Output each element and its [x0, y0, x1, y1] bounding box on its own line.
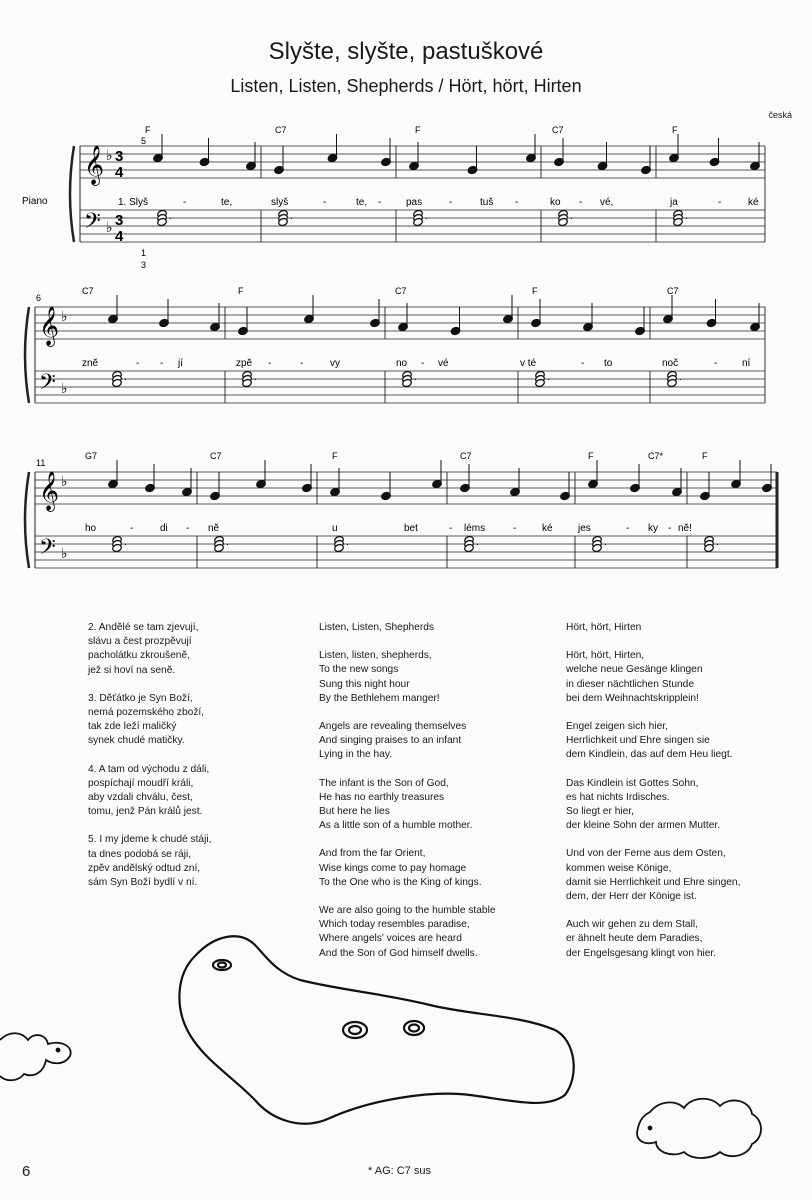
lyric-syllable: - [268, 358, 272, 369]
lyric-syllable: jes [578, 523, 591, 534]
chord-symbol: F [238, 286, 244, 296]
lyrics-stanza: And from the far Orient, Wise kings come to pay homage To the One who is the King of kings. [319, 848, 482, 888]
lyrics-stanza: Auch wir gehen zu dem Stall, er ähnelt heute dem Paradies, der Engelsgesang klingt von hier. [566, 919, 717, 959]
lyric-syllable: pas [406, 197, 423, 208]
dotted-rhythm: . [124, 372, 127, 383]
fingering: 5 [141, 136, 147, 146]
chord-symbol: F [332, 451, 338, 461]
lyrics-stanza: Listen, listen, shepherds, To the new songs Sung this night hour By the Bethlehem manger! [319, 650, 440, 704]
lyric-syllable: - [186, 523, 190, 534]
lyric-syllable: jí [178, 358, 183, 369]
flat-key-signature: ♭ [61, 474, 68, 490]
instrument-label: Piano [22, 196, 48, 207]
lyric-syllable: ké [542, 523, 553, 534]
lyric-syllable: - [449, 523, 453, 534]
lyric-syllable: noč [662, 358, 679, 369]
chord-symbol: F [702, 451, 708, 461]
bass-clef: 𝄢 [84, 209, 101, 239]
lyric-syllable: tuš [480, 197, 494, 208]
time-signature: 4 [115, 164, 124, 181]
bass-clef: 𝄢 [39, 370, 56, 400]
chord-symbol: C7* [648, 451, 664, 461]
lyric-syllable: - [160, 358, 164, 369]
lyric-syllable: te, [221, 197, 233, 208]
flat-key-signature: ♭ [106, 220, 113, 236]
lyric-syllable: - [581, 358, 585, 369]
chord-symbol: C7 [82, 286, 94, 296]
dotted-rhythm: . [290, 211, 293, 222]
chord-symbol: C7 [395, 286, 407, 296]
lyric-syllable: znĕ [82, 358, 99, 369]
chord-symbol: F [588, 451, 594, 461]
dotted-rhythm: . [254, 372, 257, 383]
chord-symbol: F [672, 125, 678, 135]
lyric-syllable: ky [648, 523, 658, 534]
lyric-syllable: vy [330, 358, 340, 369]
lyric-syllable: - [130, 523, 134, 534]
dotted-rhythm: . [346, 537, 349, 548]
lyric-syllable: - [449, 197, 453, 208]
lyrics-stanza: Das Kindlein ist Gottes Sohn, es hat nichts Irdisches. So liegt er hier, der kleine Sohn der armen Mutter. [566, 777, 721, 832]
song-subtitle: Listen, Listen, Shepherds / Hört, hört, Hirten [230, 76, 582, 96]
dotted-rhythm: . [169, 211, 172, 222]
lyric-syllable: ja [670, 197, 678, 208]
lyric-syllable: - [323, 197, 327, 208]
dotted-rhythm: . [547, 372, 550, 383]
time-signature: 3 [115, 212, 124, 229]
lyrics-stanza: Engel zeigen sich hier, Herrlichkeit und Ehre singen sie dem Kindlein, das auf dem Heu liegt. [566, 721, 733, 761]
lyrics-stanza: 5. I my jdeme k chudé stáji, ta dnes podobá se ráji, zpĕv andĕlský odtud zní, sám Syn Boží bydlí v ní. [88, 834, 212, 889]
lyric-syllable: ní [742, 358, 751, 369]
sheep-right-drawing [637, 1099, 761, 1158]
flat-key-signature: ♭ [61, 546, 68, 562]
chord-symbol: C7 [275, 125, 287, 135]
fingering: 3 [141, 260, 147, 270]
lyric-syllable: vé [438, 358, 449, 369]
lyrics-stanza: 3. Dĕťátko je Syn Boží, nemá pozemského zboží, tak zde leží maličký synek chudé matičky. [88, 692, 205, 747]
lyric-syllable: - [300, 358, 304, 369]
lyric-syllable: v té [520, 358, 537, 369]
lyric-syllable: - [626, 523, 630, 534]
lyric-syllable: te, [356, 197, 368, 208]
lyric-syllable: zpĕ [236, 358, 253, 369]
lyric-syllable: - [579, 197, 583, 208]
lyric-syllable: no [396, 358, 408, 369]
lyric-syllable: - [136, 358, 140, 369]
lyrics-stanza: Angels are revealing themselves And singing praises to an infant Lying in the hay. [319, 721, 467, 761]
lyric-syllable: bet [404, 523, 418, 534]
dotted-rhythm: . [716, 537, 719, 548]
treble-clef: 𝄞 [39, 306, 60, 346]
origin-label: česká [768, 110, 792, 120]
chord-symbol: F [145, 125, 151, 135]
lyric-syllable: ko [550, 197, 561, 208]
lyric-syllable: - [183, 197, 187, 208]
lyrics-stanza: Hört, hört, Hirten, welche neue Gesänge klingen in dieser nächtlichen Stunde bei dem Weihnachtskripplein! [566, 650, 703, 704]
dotted-rhythm: . [425, 211, 428, 222]
dotted-rhythm: . [414, 372, 417, 383]
dotted-rhythm: . [226, 537, 229, 548]
measure-number: 11 [36, 458, 46, 468]
chord-symbol: G7 [85, 451, 98, 461]
lyric-syllable: ho [85, 523, 97, 534]
time-signature: 4 [115, 228, 124, 245]
lyric-syllable: 1. Slyš [118, 197, 149, 208]
page-number: 6 [22, 1163, 31, 1180]
bass-clef: 𝄢 [39, 535, 56, 565]
dotted-rhythm: . [124, 537, 127, 548]
treble-clef: 𝄞 [39, 471, 60, 511]
lyric-syllable: nĕ! [678, 523, 692, 534]
chord-symbol: C7 [667, 286, 679, 296]
lyric-syllable: - [718, 197, 722, 208]
chord-symbol: C7 [552, 125, 564, 135]
lyric-syllable: ké [748, 197, 759, 208]
footnote: * AG: C7 sus [368, 1165, 431, 1177]
lyric-syllable: - [378, 197, 382, 208]
flat-key-signature: ♭ [61, 309, 68, 325]
time-signature: 3 [115, 148, 124, 165]
fingering: 1 [141, 248, 147, 258]
lyric-syllable: - [421, 358, 425, 369]
lyric-syllable: léms [464, 523, 486, 534]
chord-symbol: C7 [210, 451, 222, 461]
treble-clef: 𝄞 [84, 145, 105, 185]
lyric-syllable: u [332, 523, 338, 534]
flat-key-signature: ♭ [106, 148, 113, 164]
measure-number: 6 [36, 293, 42, 303]
lyric-syllable: to [604, 358, 613, 369]
lyrics-stanza: The infant is the Son of God, He has no earthly treasures But here he lies As a little son of a humble mother. [319, 777, 473, 832]
lyrics-heading: Hört, hört, Hirten [566, 622, 642, 633]
lyric-syllable: di [160, 523, 168, 534]
dotted-rhythm: . [679, 372, 682, 383]
sheep-left-drawing [0, 1033, 71, 1080]
lyrics-stanza: 2. Andĕlé se tam zjevují, slávu a čest prozpĕvují pacholátku zkroušenĕ, jež si hoví na senĕ. [88, 622, 199, 676]
worm-drawing [179, 936, 573, 1123]
chord-symbol: C7 [460, 451, 472, 461]
song-title: Slyšte, slyšte, pastuškové [268, 38, 544, 65]
dotted-rhythm: . [570, 211, 573, 222]
dotted-rhythm: . [476, 537, 479, 548]
lyric-syllable: - [668, 523, 672, 534]
flat-key-signature: ♭ [61, 381, 68, 397]
lyrics-stanza: Und von der Ferne aus dem Osten, kommen weise Könige, damit sie Herrlichkeit und Ehre singen, dem, der Herr der Könige ist. [566, 848, 741, 903]
lyrics-heading: Listen, Listen, Shepherds [319, 622, 434, 633]
lyric-syllable: vé, [600, 197, 614, 208]
dotted-rhythm: . [685, 211, 688, 222]
lyric-syllable: slyš [271, 197, 289, 208]
chord-symbol: F [532, 286, 538, 296]
lyric-syllable: - [714, 358, 718, 369]
dotted-rhythm: . [604, 537, 607, 548]
lyric-syllable: nĕ [208, 523, 220, 534]
lyric-syllable: - [513, 523, 517, 534]
lyric-syllable: - [515, 197, 519, 208]
chord-symbol: F [415, 125, 421, 135]
lyrics-stanza: 4. A tam od východu z dáli, pospíchají moudří králi, aby vzdali chválu, čest, tomu, jenž Pán králů jest. [88, 763, 210, 818]
lyrics-stanza: We are also going to the humble stable Which today resembles paradise, Where angels' voices are heard And the Son of God himself dwells. [319, 905, 496, 959]
